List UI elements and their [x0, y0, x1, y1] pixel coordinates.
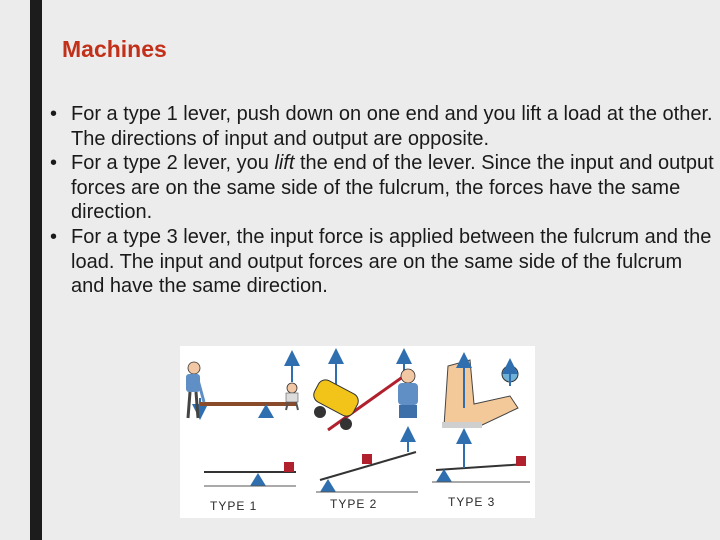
type1-label: TYPE 1 — [210, 499, 258, 513]
type3-schematic — [432, 436, 530, 509]
bullet-list — [50, 102, 718, 299]
bullet-item — [50, 102, 718, 151]
bullet-symbol: • — [50, 103, 58, 125]
lever-types-illustration — [180, 346, 535, 518]
bullet-emphasis: lift — [274, 152, 295, 175]
type1-schematic — [204, 462, 296, 513]
bullet-item — [50, 225, 718, 299]
bullet-text: For a type 2 lever, you — [71, 152, 275, 175]
slide-title: Machines — [62, 36, 167, 62]
bullet-text: For a type 1 lever, push down on one end and you lift a load at the other. The directions of input and output are opposite. — [71, 103, 713, 150]
accent-bar — [30, 0, 42, 540]
type2-label: TYPE 2 — [330, 497, 378, 511]
bullet-symbol: • — [50, 152, 58, 175]
type2-schematic — [316, 434, 418, 511]
bullet-item — [50, 151, 718, 225]
type3-label: TYPE 3 — [448, 495, 496, 509]
type1-seesaw-scene — [186, 358, 298, 418]
bullet-text: For a type 3 lever, the input force is applied between the fulcrum and the load. The input and output forces are on the same side of the fulcrum and have the same direction. — [71, 225, 712, 298]
type3-arm-scene — [442, 360, 518, 428]
type2-car-scene — [311, 356, 418, 430]
bullet-text: the end of the lever. Since the input and output forces are on the same side of the fulcrum, the forces have the same direction. — [71, 152, 714, 224]
lever-illustration-svg — [180, 346, 535, 518]
bullet-symbol: • — [50, 225, 58, 248]
